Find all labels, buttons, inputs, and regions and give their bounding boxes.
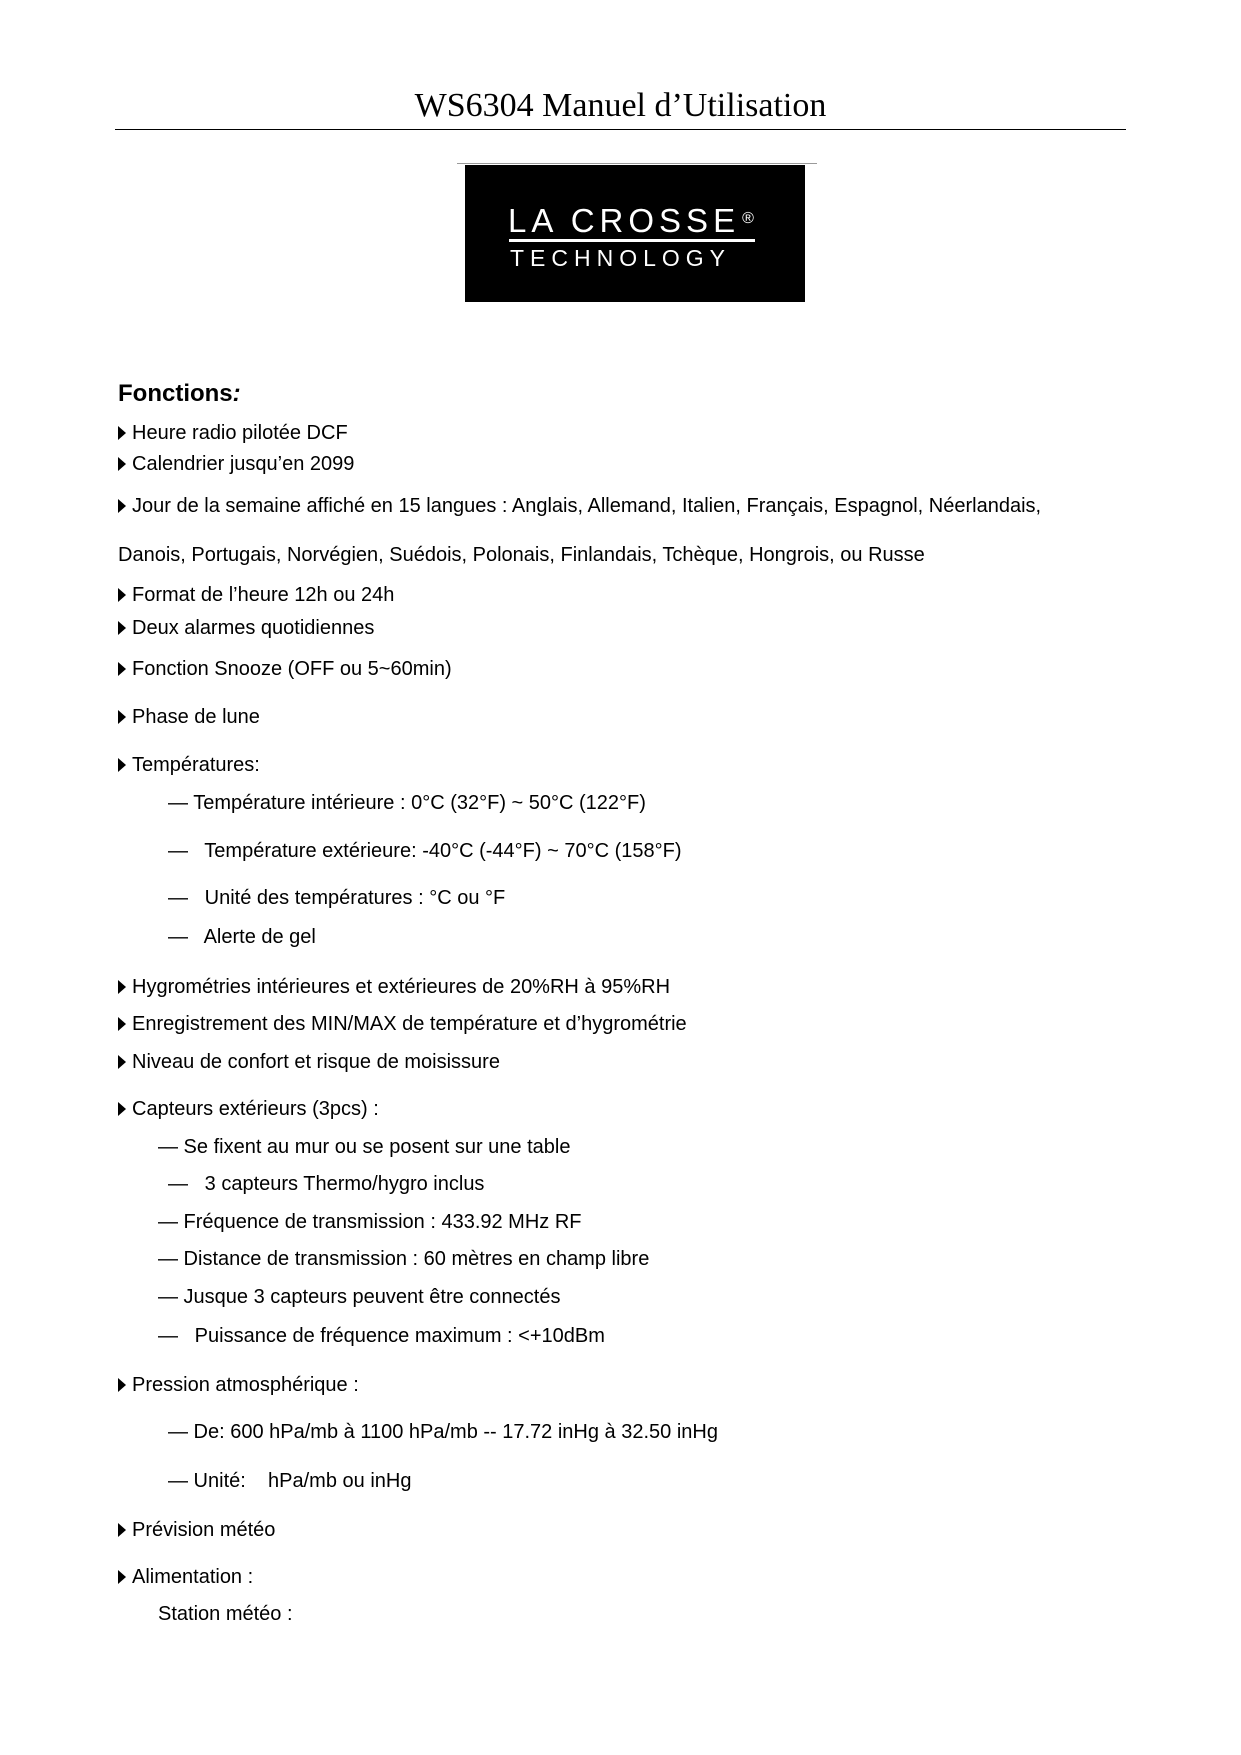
list-item: Prévision météo <box>118 1518 275 1542</box>
bullet-triangle-icon <box>118 499 126 513</box>
bullet-triangle-icon <box>118 758 126 772</box>
header-divider <box>115 129 1126 130</box>
sub-item: — Puissance de fréquence maximum : <+10dBm <box>158 1325 605 1347</box>
list-item: Niveau de confort et risque de moisissure <box>118 1050 500 1074</box>
bullet-triangle-icon <box>118 457 126 471</box>
bullet-triangle-icon <box>118 710 126 724</box>
bullet-triangle-icon <box>118 1378 126 1392</box>
logo-top-line <box>457 163 817 164</box>
bullet-triangle-icon <box>118 588 126 602</box>
sub-item: — Unité des températures : °C ou °F <box>168 887 506 909</box>
list-item: Deux alarmes quotidiennes <box>118 616 374 640</box>
sub-item: Station météo : <box>158 1603 293 1625</box>
sub-item: — Se fixent au mur ou se posent sur une table <box>158 1136 571 1158</box>
logo-underline <box>509 239 755 242</box>
logo-line-1: LA CROSSE ® <box>508 203 752 239</box>
sub-item: — Fréquence de transmission : 433.92 MHz RF <box>158 1211 582 1233</box>
logo-line-2: TECHNOLOGY <box>510 245 732 271</box>
list-item: Enregistrement des MIN/MAX de température et d’hygrométrie <box>118 1012 687 1036</box>
sub-item: — Alerte de gel <box>168 926 316 948</box>
list-item: Format de l’heure 12h ou 24h <box>118 583 394 607</box>
sub-item: — Jusque 3 capteurs peuvent être connectés <box>158 1286 561 1308</box>
sub-item: — De: 600 hPa/mb à 1100 hPa/mb -- 17.72 inHg à 32.50 inHg <box>168 1421 718 1443</box>
page-title: WS6304 Manuel d’Utilisation <box>414 87 827 124</box>
sub-item: — Température extérieure: -40°C (-44°F) ~ 70°C (158°F) <box>168 840 682 862</box>
sub-item: — Unité: hPa/mb ou inHg <box>168 1470 412 1492</box>
bullet-triangle-icon <box>118 1570 126 1584</box>
bullet-triangle-icon <box>118 1102 126 1116</box>
list-item-continuation: Danois, Portugais, Norvégien, Suédois, Polonais, Finlandais, Tchèque, Hongrois, ou Russe <box>118 544 925 566</box>
section-heading: Fonctions: <box>118 380 241 407</box>
list-item: Alimentation : <box>118 1565 253 1589</box>
bullet-triangle-icon <box>118 426 126 440</box>
list-item: Pression atmosphérique : <box>118 1373 359 1397</box>
bullet-triangle-icon <box>118 1055 126 1069</box>
list-item: Températures: <box>118 753 260 777</box>
registered-mark: ® <box>742 210 754 227</box>
sub-item: — Température intérieure : 0°C (32°F) ~ 50°C (122°F) <box>168 792 646 814</box>
list-item: Phase de lune <box>118 705 260 729</box>
list-item: Capteurs extérieurs (3pcs) : <box>118 1097 379 1121</box>
list-item: Jour de la semaine affiché en 15 langues : Anglais, Allemand, Italien, Français, Espagnol, Néerlandais, <box>118 494 1041 518</box>
bullet-triangle-icon <box>118 1017 126 1031</box>
list-item: Fonction Snooze (OFF ou 5~60min) <box>118 657 452 681</box>
la-crosse-logo <box>465 165 805 302</box>
sub-item: — Distance de transmission : 60 mètres en champ libre <box>158 1248 650 1270</box>
list-item: Calendrier jusqu’en 2099 <box>118 452 354 476</box>
bullet-triangle-icon <box>118 1523 126 1537</box>
bullet-triangle-icon <box>118 621 126 635</box>
list-item: Hygrométries intérieures et extérieures de 20%RH à 95%RH <box>118 975 670 999</box>
bullet-triangle-icon <box>118 662 126 676</box>
list-item: Heure radio pilotée DCF <box>118 421 348 445</box>
bullet-triangle-icon <box>118 980 126 994</box>
sub-item: — 3 capteurs Thermo/hygro inclus <box>168 1173 485 1195</box>
